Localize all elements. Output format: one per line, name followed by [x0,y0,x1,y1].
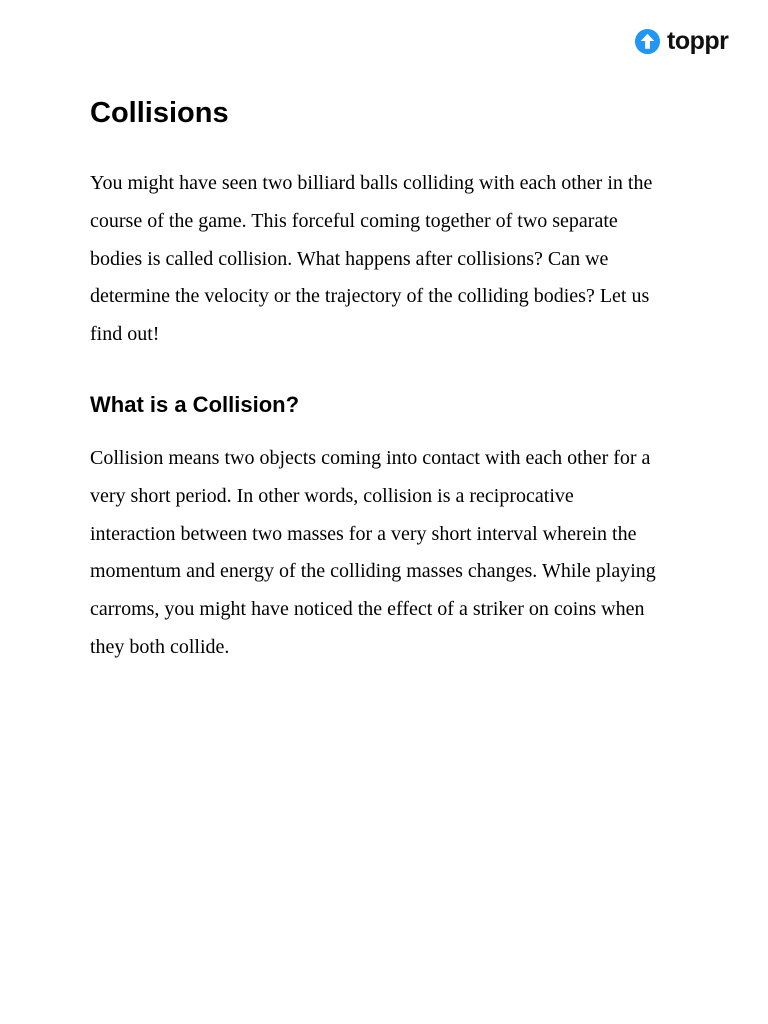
paragraph-line: course of the game. This forceful coming together of two separate [90,209,618,232]
paragraph-line: determine the velocity or the trajectory of the colliding bodies? Let us [90,285,650,308]
paragraph-line: You might have seen two billiard balls colliding with each other in the [90,172,653,194]
toppr-logo [634,25,728,57]
paragraph-line: very short period. In other words, collision is a reciprocative [90,484,574,507]
paragraph-line: momentum and energy of the colliding masses changes. While playing [90,560,656,583]
paragraph-line: carroms, you might have noticed the effect of a striker on coins when [90,598,645,621]
paragraph-line: bodies is called collision. What happens after collisions? Can we [90,247,609,270]
paragraph-line: find out! [90,323,160,346]
logo-text: toppr [667,27,729,55]
paragraph-line: they both collide. [90,635,230,658]
up-arrow-circle-icon [634,28,661,55]
paragraph-line: Collision means two objects coming into contact with each other for a [90,447,651,469]
definition-paragraph [90,440,690,667]
paragraph-line: interaction between two masses for a very short interval wherein the [90,522,637,545]
intro-paragraph [90,165,690,354]
page-title: Collisions [90,97,229,129]
section-heading: What is a Collision? [90,392,300,417]
